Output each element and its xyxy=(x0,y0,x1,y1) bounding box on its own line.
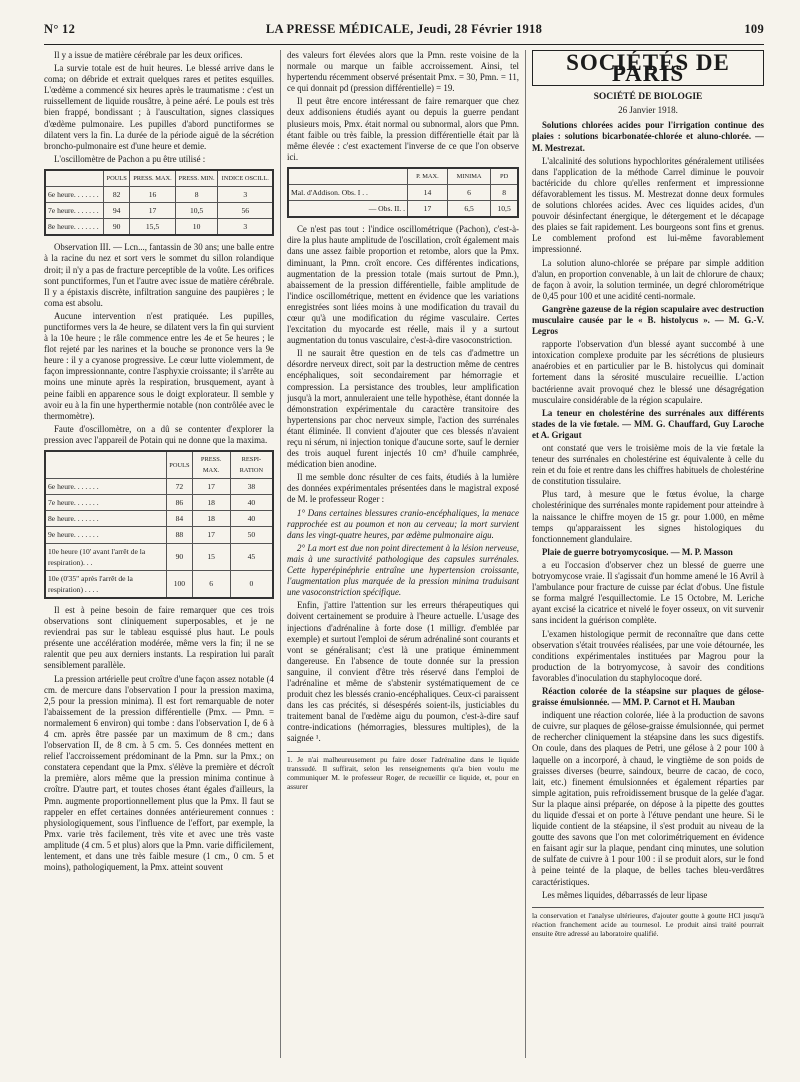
newspaper-title: LA PRESSE MÉDICALE, Jeudi, 28 Février 1918 xyxy=(265,22,543,36)
table-cell: 7e heure. . . . . . . xyxy=(45,495,167,511)
table-cell: 10e (0'35" après l'arrêt de la respiration) . . . . xyxy=(45,570,167,598)
table-cell: 14 xyxy=(407,185,447,201)
session-date: 26 Janvier 1918. xyxy=(618,105,678,116)
table-cell: 88 xyxy=(167,527,192,543)
table-header xyxy=(45,451,167,479)
newspaper-page xyxy=(44,18,764,1068)
column-divider xyxy=(525,50,526,1058)
report-title: La teneur en cholestérine des surrénales aux différents stades de la vie fœtale. — MM. G. Chauffard, Guy Laroche et A. Grigaut xyxy=(532,407,764,440)
table-cell: 8 xyxy=(491,185,518,201)
table-cell: 86 xyxy=(167,495,192,511)
section-title-box: SOCIÉTÉS DE PARIS xyxy=(532,50,764,86)
table-cell: 17 xyxy=(192,479,230,495)
table-row xyxy=(45,219,273,236)
table-cell: 15 xyxy=(192,543,230,570)
table-header-row xyxy=(45,170,273,187)
column-2 xyxy=(287,50,519,1060)
table-cell: 8e heure. . . . . . . xyxy=(45,219,103,236)
table-cell: 94 xyxy=(103,203,129,219)
table-header: INDICE OSCILL. xyxy=(218,170,273,187)
paragraph: Il ne saurait être question en de tels cas d'admettre un désordre nerveux direct, soit par la destruction même de centres encéphaliques, soit secondairement par hémorragie et compression. La persistance des troubles, leur amplification jusqu'à la mort, annuleraient une telle hypothèse, étant donnée la démonstration expérimentale du caractère transitoire des hypertensions par choc nerveux simple, l'action des surrénales étant éliminée. Il convient d'ajouter que ces blessés n'avaient reçu ni sérum, ni injection tonique d'aucune sorte, sauf le dernier des trois auquel furent injectés 10 cm³ d'huile camphrée, médication bien anodine. xyxy=(287,348,519,470)
table-header: POULS xyxy=(103,170,129,187)
table-cell: 18 xyxy=(192,511,230,527)
conclusion-2: 2° La mort est due non point directement à la lésion nerveuse, mais à une suractivité pathologique des capsules surrénales. Cette hyperépinéphrie entraîne une hypertension croissante, l'augmentation plus marquée de la pression minima traduisant une vasoconstriction spécifique. xyxy=(287,542,519,598)
table-header xyxy=(288,168,407,185)
paragraph: La solution aluno-chlorée se prépare par simple addition d'alun, en proportion convenable, à un lait de chlorure de chaux; de façon à avoir, la solution terminée, un degré chlorométrique de 0,45 pour 100 et une acidité centi-normale. xyxy=(532,257,764,301)
table-header-row xyxy=(288,168,518,185)
pressure-table xyxy=(44,450,274,599)
report-title: Réaction colorée de la stéapsine sur plaques de gélose-graisse émulsionnée. — MM. P. Carnot et H. Mauban xyxy=(532,685,764,708)
table-cell: 16 xyxy=(130,187,175,203)
table-row xyxy=(45,570,273,598)
report-title: Gangrène gazeuse de la région scapulaire avec destruction musculaire causée par le « B. histolycus ». — M. G.-V. Legros xyxy=(532,303,764,337)
table-cell: 90 xyxy=(167,543,192,570)
paragraph: Les mêmes liquides, débarrassés de leur lipase xyxy=(542,889,708,900)
paragraph: La survie totale est de huit heures. Le blessé arrive dans le coma; on débride et extrait quelques rares et petites esquilles. L'œdème a commencé six heures après le traumatisme : c'est un ruissellement de liquide rousâtre, à peine aéré. Le pouls est très bien frappé, bondissant ; à l'auscultation, signes classiques d'œdème pulmonaire. Les pupilles d'abord punctiformes se dilatent vers la fin. La durée de la période aiguë de la sécrétion broncho-pulmonaire est d'une heure et demie. xyxy=(44,63,274,151)
table-cell: 17 xyxy=(130,203,175,219)
table-header: PRESS. MIN. xyxy=(175,170,218,187)
table-header: POULS xyxy=(167,451,192,479)
table-cell: 7e heure. . . . . . . xyxy=(45,203,103,219)
paragraph: Il y a issue de matière cérébrale par les deux orifices. xyxy=(54,50,243,60)
column-divider xyxy=(280,50,281,1058)
table-cell: 84 xyxy=(167,511,192,527)
paragraph: Faute d'oscillomètre, on a dû se contenter d'explorer la pression avec l'appareil de Potain qui ne donne que la maxima. xyxy=(44,423,274,445)
conclusion-1: 1° Dans certaines blessures cranio-encéphaliques, la menace rapprochée est au poumon et non au cerveau; la mort survient dans les vingt-quatre heures, par œdème pulmonaire aigu. xyxy=(287,507,519,540)
society-name: SOCIÉTÉ DE BIOLOGIE xyxy=(593,92,703,103)
table-cell: 38 xyxy=(230,479,273,495)
paragraph: Aucune intervention n'est pratiquée. Les pupilles, punctiformes vers la 4e heure, se dilatent vers la fin qui survient à la 10e heure ; le râle commence entre les 4e et 5e heures ; le flot rejeté par les narines et la bouche se prononce vers la 9e heure : il y a cyanose progressive. Le cœur lutte violemment, de façon impressionnante, contre l'asphyxie croissante; il s'arrête au moins une minute après la respiration, brusquement, ayant à peine faibli en apparence sous le doigt explorateur. Il semble y avoir eu à la fin une hyperthermie notable (non contrôlée avec le thermomètre). xyxy=(44,310,274,421)
table-cell: 40 xyxy=(230,511,273,527)
column-3 xyxy=(532,50,764,1060)
table-cell: 10 xyxy=(175,219,218,236)
table-cell: 17 xyxy=(192,527,230,543)
table-row xyxy=(45,187,273,203)
paragraph: rapporte l'observation d'un blessé ayant succombé à une intoxication complexe produite par les sécrétions de plusieurs anaérobies et en particulier par le B. histolycus qui dominait fortement dans la sérosité musculaire recueillie. L'action bactérienne avait provoqué chez le blessé une désagrégation musculaire considérable de la région scapulaire. xyxy=(532,339,764,405)
table-cell: 40 xyxy=(230,495,273,511)
table-header: PD xyxy=(491,168,518,185)
paragraph: Ce n'est pas tout : l'indice oscillométrique (Pachon), c'est-à-dire la plus haute amplitude de l'oscillation, croît également mais dans une assez faible proportion et retombe, alors que la Pmx. diminuant, la Pmn. croît encore. Ces différentes indications, augmentation de la pression totale (mais surtout de Pmn.), abaissement de la pression différentielle, faible amplitude de l'indice oscillométrique, mettent en évidence que les variations enregistrées sont liées moins à une modification du travail du cœur qu'à une modification du régime vasculaire. Certes l'excitation du myocarde est réelle, mais il y a surtout augmentation du tonus vasculaire, c'est-à-dire vasoconstriction. xyxy=(287,224,519,346)
oscillometer-table xyxy=(44,169,274,236)
table-cell: 82 xyxy=(103,187,129,203)
table-cell: 3 xyxy=(218,187,273,203)
paragraph: des valeurs fort élevées alors que la Pmn. reste voisine de la normale ou marque un faible accroissement. Ainsi, tel hypertendu récemment observé présentait Pmx. = 30, Pmn. = 11, ce qui donnait pd (pression différentielle) = 19. xyxy=(287,50,519,94)
table-cell: 50 xyxy=(230,527,273,543)
paragraph: Plus tard, à mesure que le fœtus évolue, la charge cholestérinique des surrénales monte rapidement pour atteindre à la naissance le chiffre moyen de 15 gr. pour 1.000, en même temps qu'apparaissent les signes histologiques du fonctionnement glandulaire. xyxy=(532,489,764,544)
table-cell: 6,5 xyxy=(447,201,490,218)
footnote: 1. Je n'ai malheureusement pu faire doser l'adrénaline dans le liquide transsudé. Il suffirait, selon les renseignements qu'a bien voulu me communiquer M. le professeur Roger, de recueillir ce liquide, et, pour en assurer xyxy=(287,751,519,792)
table-cell: 3 xyxy=(218,219,273,236)
table-header: PRESS. MAX. xyxy=(130,170,175,187)
report-title: Solutions chlorées acides pour l'irrigation continue des plaies : solutions bicarbonatée-chlorée et aluno-chlorée. — M. Mestrezat. xyxy=(532,120,764,153)
table-cell: 10e heure (10' avant l'arrêt de la respiration). . . xyxy=(45,543,167,570)
table-cell: 8 xyxy=(175,187,218,203)
paragraph: ont constaté que vers le troisième mois de la vie fœtale la teneur des surrénales en cholestérine est équivalente à celle du rein et du foie et rentre dans les chiffres habituels de cholestérine de constitution tissulaire. xyxy=(532,443,764,487)
table-cell: 9e heure. . . . . . . xyxy=(45,527,167,543)
table-cell: 6 xyxy=(192,570,230,598)
table-cell: 6e heure. . . . . . . xyxy=(45,479,167,495)
table-row xyxy=(45,543,273,570)
table-cell: 56 xyxy=(218,203,273,219)
paragraph: Observation III. — Lcn..., fantassin de 30 ans; une balle entre à la racine du nez et sort vers le sommet du sillon rolandique droit; il n'y a pas de fracture perceptible de la voûte. Les orifices sont punctiformes, l'un et l'autre avec issue de matière cérébrale. Il y a épistaxis discrète, infiltration sanguine des paupières ; le coma est absolu. xyxy=(44,242,274,308)
paragraph: a eu l'occasion d'observer chez un blessé de guerre une botryomycose vraie. Il s'agissait d'un homme amené le 16 Avril à l'ambulance pour fracture de cuisse par éclat d'obus. Une fistule se forma malgré l'esquillectomie. Le 15 Octobre, M. Leriche ayant excisé la cicatrice et nivelé le foyer osseux, on vit survenir sans incident la guérison complète. xyxy=(532,559,764,626)
paragraph: indiquent une réaction colorée, liée à la production de savons de cuivre, sur plaques de gélose-graisse émulsionnée, qui permet de rechercher cliniquement la stéapsine dans les sucs digestifs. On coule, dans des plaques de Petri, une gélose à 2 pour 100 à laquelle on a incorporé, à chaud, le vingtième de son poids de graisses diverses (beurre, saindoux, beurre de cacao, de coco, lait, etc.) finement émulsionnées et également réparties par simple agitation, puis refroidissement brusque de la gelée d'agar. Sur la plaque ainsi préparée, on dépose à la pipette des gouttes du liquide d'essai et on porte à l'étuve pendant une heure. Si le liquide contient de la stéapsine, il s'est produit au niveau de la goutte des savons que l'on met colorimétriquement en évidence en faisant agir sur la plaque, pendant cinq minutes, une solution de sulfate de cuivre à 1 pour 100 : il se produit alors, sur le fond à peine teinté de la plaque, de belles taches bleu-verdâtres caractéristiques. xyxy=(532,710,764,887)
table-cell: 10,5 xyxy=(491,201,518,218)
table-cell: 15,5 xyxy=(130,219,175,236)
bottom-continuation: la conservation et l'analyse ultérieures, d'ajouter goutte à goutte HCl jusqu'à réaction franchement acide au tournesol. Le produit ainsi traité pourrait ensuite être adressé au laboratoire qualifié. xyxy=(532,907,764,939)
table-cell: 18 xyxy=(192,495,230,511)
table-cell: 17 xyxy=(407,201,447,218)
table-row xyxy=(288,185,518,201)
table-row xyxy=(45,527,273,543)
table-row xyxy=(45,479,273,495)
table-header: PRESS. MAX. xyxy=(192,451,230,479)
page-header xyxy=(44,18,764,42)
table-cell: 6 xyxy=(447,185,490,201)
table-row xyxy=(45,495,273,511)
paragraph: Enfin, j'attire l'attention sur les erreurs thérapeutiques qui doivent certainement se produire à l'heure actuelle. L'usage des injections d'adrénaline à forte dose (1 milligr. d'emblée par exemple) et surtout l'emploi de sérum adrénaliné sont courants et vont se généralisant; c'est là une pratique éminemment dangereuse. En l'absence de toute donnée sur la pression sanguine, il convient d'être très réservé dans l'emploi de l'adrénaline et même de s'abstenir systématiquement de ce produit chez les blessés cranio-encéphaliques. Ceux-ci paraissent dans les cas précités, si désespérés soient-ils, justiciables du traitement banal de l'œdème aigu du poumon, c'est-à-dire sauf contre-indications (hémorragies, blessures multiples), de la saignée ¹. xyxy=(287,600,519,744)
paragraph: Il est à peine besoin de faire remarquer que ces trois observations sont cliniquement superposables, et je ne reviendrai pas sur le tableau esquissé plus haut. Le pouls présente une accélération modérée, même vers la fin; il ne se ralentit que peu aux derniers instants. La respiration lui paraît sensiblement parallèle. xyxy=(44,604,274,671)
table-header: P. MAX. xyxy=(407,168,447,185)
table-cell: Mal. d'Addison. Obs. I . . xyxy=(288,185,407,201)
table-cell: 100 xyxy=(167,570,192,598)
table-row xyxy=(45,203,273,219)
paragraph: L'alcalinité des solutions hypochlorites généralement utilisées dans l'application de la méthode Carrel diminue le pouvoir bactéricide du chlore qu'elles renferment et impressionne défavorablement les tissus. M. Mestrezat donne deux formules de solutions chlorées acides. Avec ces liquides acides, d'un pouvoir désinfectant énergique, le détergement et le décapage des plaies se fait rapidement. Les bourgeons sont fins et grenus. Le comblement profond est lui-même favorablement impressionné. xyxy=(532,155,764,255)
issue-number: N° 12 xyxy=(44,22,76,36)
paragraph: L'oscillomètre de Pachon a pu être utilisé : xyxy=(54,153,206,164)
table-row xyxy=(45,511,273,527)
table-cell: 6e heure. . . . . . . xyxy=(45,187,103,203)
table-row xyxy=(288,201,518,218)
table-header: RESPI-RATION xyxy=(230,451,273,479)
paragraph: Il me semble donc résulter de ces faits, étudiés à la lumière des données expérimentales présentées dans le magistral exposé de M. le professeur Roger : xyxy=(287,472,519,505)
paragraph: Il peut être encore intéressant de faire remarquer que chez deux addisoniens étudiés ayant ou depuis la guerre pendant plusieurs mois, Pmx. était normal ou subnormal, alors que Pmn. étant faible ou très faible, la pression différentielle était par là même élevée : c'est exactement l'inverse de ce que l'on observe ici. xyxy=(287,96,519,162)
addison-table xyxy=(287,167,519,218)
table-header xyxy=(45,170,103,187)
report-title: Plaie de guerre botryomycosique. — M. P. Masson xyxy=(542,546,733,557)
table-cell: 72 xyxy=(167,479,192,495)
paragraph: La pression artérielle peut croître d'une façon assez notable (4 cm. de mercure dans l'observation I pour la pression maxima, 2,5 pour la pression minima). Il est fort remarquable de noter l'abaissement de la pression différentielle (Pmx. — Pmn. = normalement 6 environ) qui tombe : dans l'observation I, de 6 à 4 cm. après être passée par un maximum de 8 cm.; dans l'observation II, de 8 cm. à 5 cm. 5. Ces données mettent en relief l'accroissement prédominant de la Pmn. sur la Pmx.; on constatera cependant que la Pmx. s'élève la première et décroît la première, alors même que la pression minima continue à croître. D'autre part, et toutes choses étant égales d'ailleurs, la Pmn. augmente proportionnellement plus que la Pmx. Il faut se rappeler en effet certaines données antérieurement connues : physiologiquement, sous l'influence de l'effort, par exemple, la Pmx. varie très facilement, très vite et avec une très vaste amplitude (4 cm. 5 et plus) alors que la Pmn. varie difficilement, lentement, et dans une très faible mesure (1 cm., 0 cm. 5 et moins), pathologiquement, la Pmx. atteint souvent xyxy=(44,673,274,873)
table-cell: 45 xyxy=(230,543,273,570)
column-1 xyxy=(44,50,274,1060)
table-header: MINIMA xyxy=(447,168,490,185)
page-number: 109 xyxy=(744,22,764,36)
header-rule xyxy=(44,44,764,45)
paragraph: L'examen histologique permit de reconnaître que dans cette observation s'était trouvées réalisées, par une voie détournée, les conditions expérimentales instituées par Magrou pour la production de la botryomycose, à savoir des conditions favorables d'inoculation du staphylocoque doré. xyxy=(532,628,764,683)
table-cell: 0 xyxy=(230,570,273,598)
table-cell: 8e heure. . . . . . . xyxy=(45,511,167,527)
table-cell: — Obs. II. . xyxy=(288,201,407,218)
table-cell: 90 xyxy=(103,219,129,236)
table-header-row xyxy=(45,451,273,479)
table-cell: 10,5 xyxy=(175,203,218,219)
